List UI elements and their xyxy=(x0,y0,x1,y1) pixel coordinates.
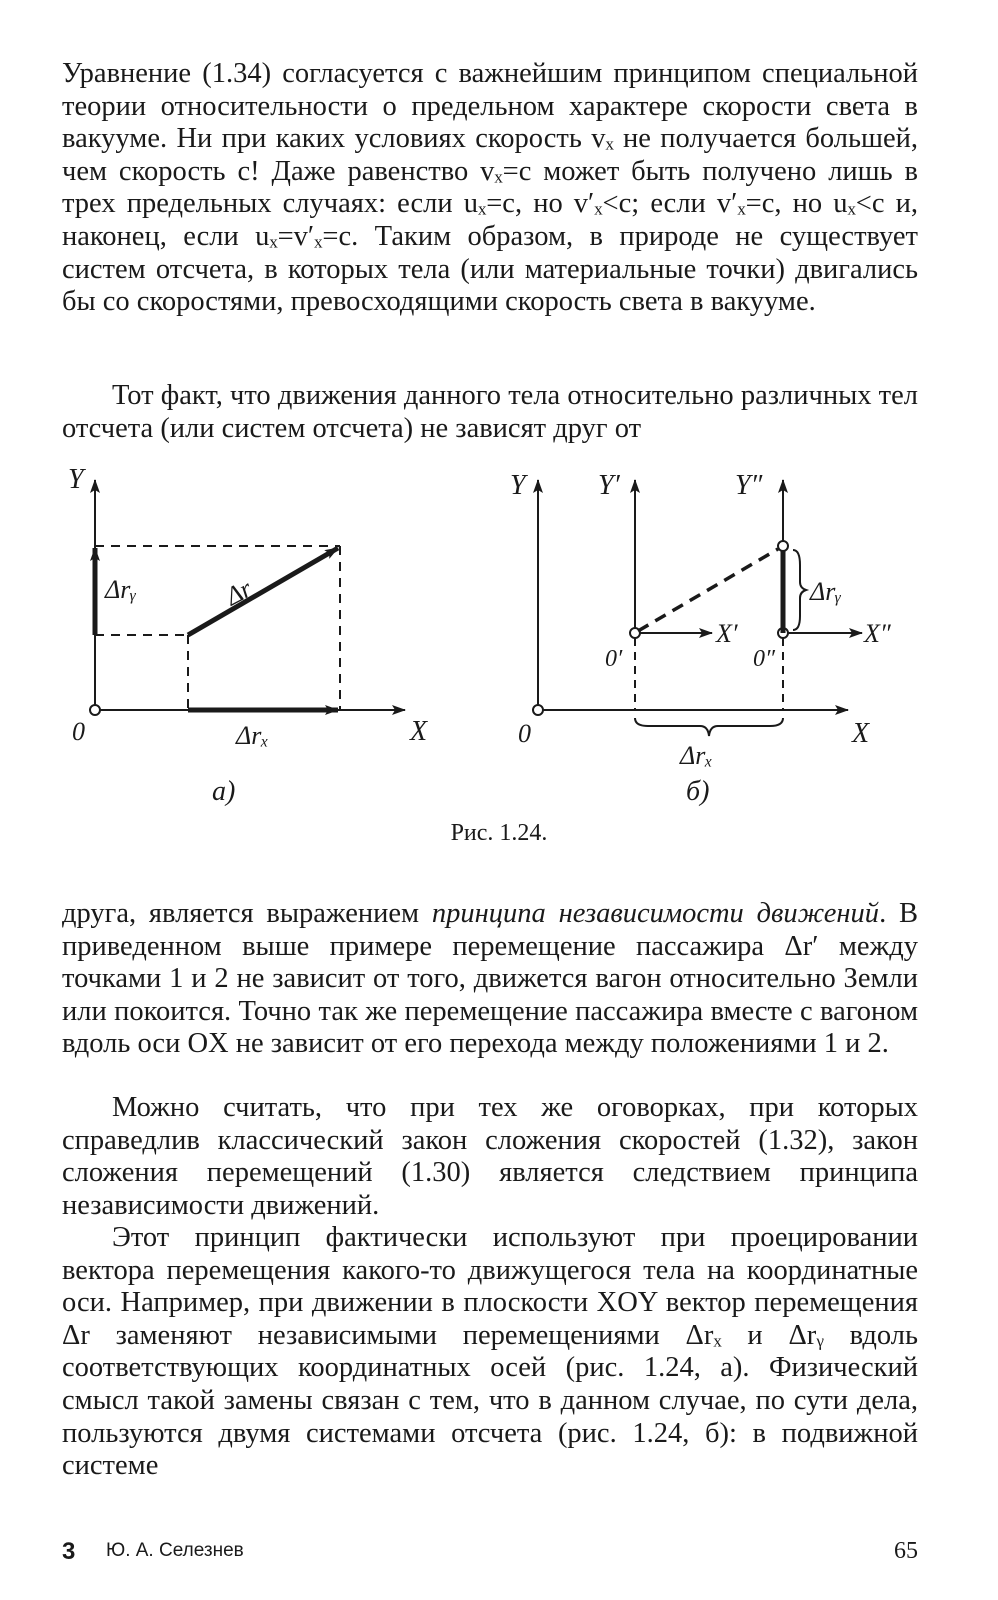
figure-1-24 xyxy=(0,460,998,860)
a-origin-point xyxy=(90,705,100,715)
a-dr-label: Δr xyxy=(220,573,257,612)
a-drx-label: Δrₓ xyxy=(236,721,269,750)
paragraph-3 xyxy=(62,898,918,1061)
a-x-label: X xyxy=(410,716,428,747)
b-y2-label: Y″ xyxy=(735,470,763,501)
b-panel-label: б) xyxy=(686,776,710,807)
b-dry-brace xyxy=(793,550,806,630)
footer-author: Ю. А. Селезнев xyxy=(106,1540,244,1561)
b-origin-point xyxy=(533,705,543,715)
a-y-label: Y xyxy=(68,464,84,495)
b-end-point xyxy=(778,541,788,551)
b-y1-label: Y′ xyxy=(598,470,620,501)
paragraph-1: Уравнение (1.34) согласуется с важнейшим принципом специальной теории относительности о предельном характере скорости света в вакууме. Ни при каких условиях скорость vₓ не получается большей, чем скорость c! Даже равенство vₓ=c может быть получено лишь в трех предельных случаях: если uₓ=c, но v′ₓ<c; если v′ₓ=c, но uₓ<c и, наконец, если uₓ=v′ₓ=c. Таким образом, в природе не существует систем отсчета, в которых тела (или материальные точки) двигались бы со скоростями, превосходящими скорость света в вакууме. xyxy=(62,58,918,318)
a-dry-label: Δrᵧ xyxy=(105,575,137,604)
principle-term: принципа независимости движений xyxy=(431,898,880,929)
b-y-label: Y xyxy=(510,470,526,501)
a-panel-label: а) xyxy=(212,776,236,807)
page-footer xyxy=(62,1538,918,1572)
panel-b xyxy=(510,470,892,807)
b-origin-label: 0 xyxy=(518,719,531,748)
signature-mark: 3 xyxy=(62,1538,76,1565)
b-o2-label: 0″ xyxy=(753,646,775,672)
paragraph-3-start: друга, является выражением xyxy=(62,898,432,929)
b-dr-dashed xyxy=(638,549,778,631)
b-drx-brace xyxy=(635,718,783,736)
a-dr-vector xyxy=(188,548,338,635)
paragraph-4: Можно считать, что при тех же оговорках, при которых справедлив классический закон сложения скоростей (1.32), закон сложения перемещений (1.30) является следствием принципа независимости движений. xyxy=(62,1092,918,1221)
b-x-label: X xyxy=(852,718,870,749)
b-x2-label: X″ xyxy=(864,619,891,648)
b-dry-label: Δrᵧ xyxy=(810,577,842,606)
paragraph-3-end: . В приведенном выше примере перемещение пассажира Δr′ между точками 1 и 2 не зависит от того, движется вагон относительно Земли или покоится. Точно так же перемещение пассажира вместе с вагоном вдоль оси OX не зависит от его перехода между положениями 1 и 2. xyxy=(62,898,918,1060)
page-number: 65 xyxy=(894,1538,918,1564)
b-drx-label: Δrₓ xyxy=(680,741,713,770)
paragraph-5: Этот принцип фактически используют при проецировании вектора перемещения какого-то движущегося тела на координатные оси. Например, при движении в плоскости XOY вектор перемещения Δr заменяют независимыми перемещениями Δrₓ и Δrᵧ вдоль соответствующих координатных осей (рис. 1.24, а). Физический смысл такой замены связан с тем, что в данном случае, по сути дела, пользуются двумя системами отсчета (рис. 1.24, б): в подвижной системе xyxy=(62,1222,918,1482)
b-o1-label: 0′ xyxy=(605,646,623,672)
paragraph-2: Тот факт, что движения данного тела относительно различных тел отсчета (или систем отсчета) не зависят друг от xyxy=(62,380,918,444)
figure-caption: Рис. 1.24. xyxy=(450,820,548,846)
panel-a xyxy=(68,464,428,807)
b-x1-label: X′ xyxy=(716,619,738,648)
figure-svg xyxy=(0,460,998,860)
a-origin-label: 0 xyxy=(72,717,85,746)
